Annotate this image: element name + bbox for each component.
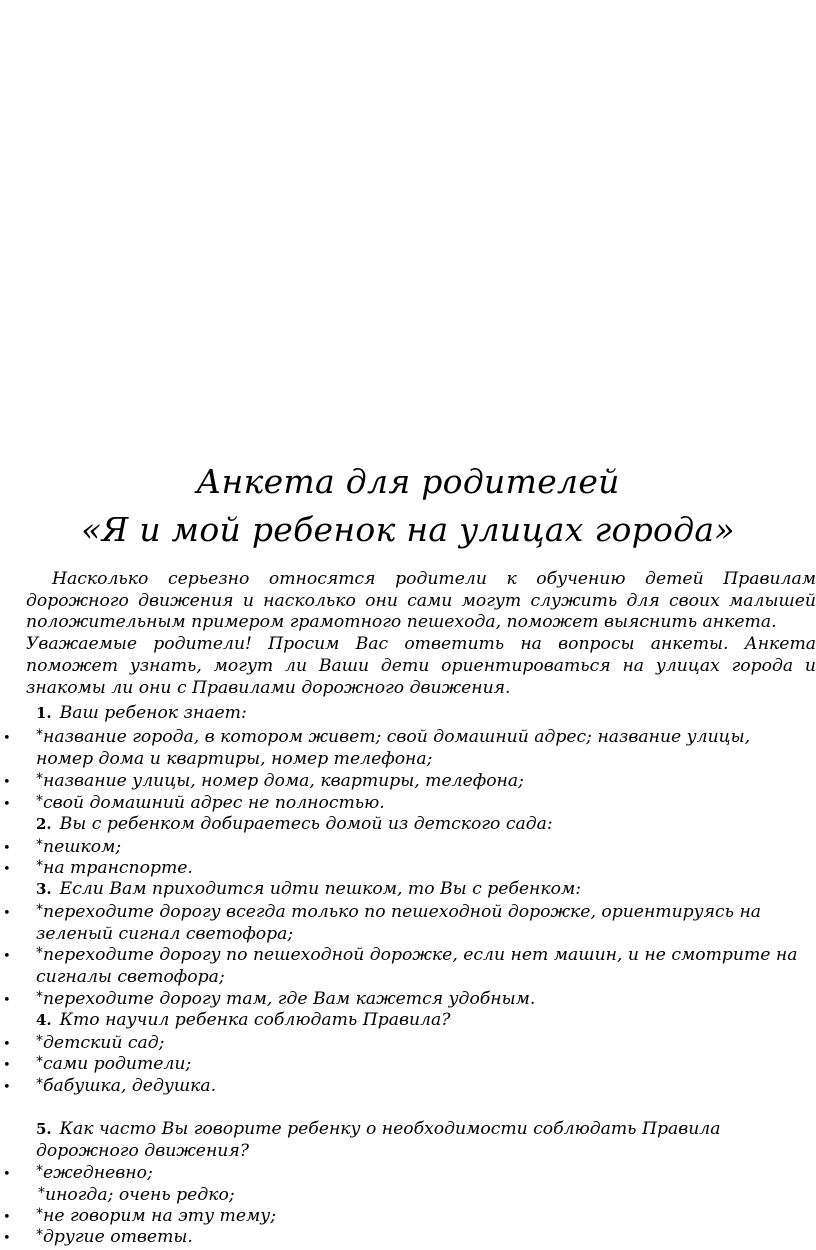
bullet-icon: •	[3, 1231, 11, 1246]
answer-text: на транспорте.	[43, 858, 193, 878]
answer-option	[36, 856, 806, 880]
bullet-icon: •	[3, 1080, 11, 1095]
question-4	[36, 1009, 450, 1031]
bullet-icon: •	[3, 1167, 11, 1182]
asterisk-icon: *	[38, 1185, 45, 1201]
bullet-icon: •	[3, 1058, 11, 1073]
asterisk-icon: *	[36, 1163, 43, 1179]
asterisk-icon: *	[36, 1227, 43, 1243]
answer-text: пешком;	[43, 837, 122, 857]
question-number: 2.	[36, 815, 52, 833]
question-text: Если Вам приходится идти пешком, то Вы с ребенком:	[59, 879, 582, 899]
asterisk-icon: *	[36, 1206, 43, 1222]
question-number: 4.	[36, 1011, 52, 1029]
answer-option	[36, 1225, 806, 1249]
question-1	[36, 702, 247, 724]
asterisk-icon: *	[36, 902, 43, 918]
bullet-icon: •	[3, 1210, 11, 1225]
answer-text: не говорим на эту тему;	[43, 1206, 276, 1226]
asterisk-icon: *	[36, 945, 43, 961]
bullet-icon: •	[3, 993, 11, 1008]
question-text: Вы с ребенком добираетесь домой из детского сада:	[59, 814, 553, 834]
answer-option	[36, 1161, 806, 1185]
bullet-icon: •	[3, 906, 11, 921]
answer-text: иногда; очень редко;	[45, 1185, 235, 1205]
answer-option	[36, 1052, 806, 1076]
question-text: Кто научил ребенка соблюдать Правила?	[59, 1010, 451, 1030]
title-line-2: «Я и мой ребенок на улицах города»	[81, 510, 735, 549]
asterisk-icon: *	[36, 1076, 43, 1092]
bullet-icon: •	[3, 797, 11, 812]
bullet-icon: •	[3, 775, 11, 790]
answer-option	[36, 987, 806, 1011]
asterisk-icon: *	[36, 989, 43, 1005]
question-3	[36, 878, 581, 900]
intro-text	[26, 569, 816, 699]
answer-text: переходите дорогу там, где Вам кажется удобным.	[43, 989, 536, 1009]
answer-text: детский сад;	[43, 1033, 165, 1053]
question-5	[36, 1118, 806, 1162]
question-text: Ваш ребенок знает:	[59, 703, 247, 723]
answer-text: сами родители;	[43, 1054, 192, 1074]
title-line-1: Анкета для родителей	[196, 462, 620, 501]
asterisk-icon: *	[36, 1033, 43, 1049]
bullet-icon: •	[3, 841, 11, 856]
answer-text: свой домашний адрес не полностью.	[43, 793, 385, 813]
answer-text: ежедневно;	[43, 1163, 153, 1183]
bullet-icon: •	[3, 731, 11, 746]
answer-text: переходите дорогу всегда только по пешеходной дорожке, ориентируясь на зеленый сигнал светофора;	[36, 902, 762, 944]
answer-option	[36, 725, 806, 770]
bullet-icon: •	[3, 1037, 11, 1052]
answer-text: название города, в котором живет; свой домашний адрес; название улицы, номер дома и квартиры, номер телефона;	[36, 727, 751, 769]
question-number: 3.	[36, 880, 52, 898]
question-text: Как часто Вы говорите ребенку о необходимости соблюдать Правила дорожного движения?	[36, 1119, 721, 1161]
answer-option	[36, 769, 806, 793]
answer-option	[36, 943, 806, 988]
answer-text: бабушка, дедушка.	[43, 1076, 217, 1096]
answer-text: переходите дорогу по пешеходной дорожке, если нет машин, и не смотрите на сигналы светофора;	[36, 945, 798, 987]
bullet-icon: •	[3, 862, 11, 877]
asterisk-icon: *	[36, 837, 43, 853]
asterisk-icon: *	[36, 771, 43, 787]
answer-option	[36, 791, 806, 815]
asterisk-icon: *	[36, 727, 43, 743]
asterisk-icon: *	[36, 1054, 43, 1070]
question-2	[36, 813, 553, 835]
answer-option	[36, 1074, 806, 1098]
answer-text: другие ответы.	[43, 1227, 193, 1247]
intro-paragraph: Уважаемые родители! Просим Вас ответить на вопросы анкеты. Анкета поможет узнать, могут ли Ваши дети ориентироваться на улицах города и знакомы ли они с Правилами дорожного движения.	[26, 634, 816, 698]
answer-text: название улицы, номер дома, квартиры, телефона;	[43, 771, 524, 791]
intro-paragraph: Насколько серьезно относятся родители к обучению детей Правилам дорожного движения и насколько они сами могут служить для своих малышей положительным примером грамотного пешехода, поможет выяснить анкета.	[26, 569, 816, 633]
bullet-icon: •	[3, 949, 11, 964]
answer-option	[36, 900, 806, 945]
asterisk-icon: *	[36, 793, 43, 809]
question-number: 1.	[36, 704, 52, 722]
asterisk-icon: *	[36, 858, 43, 874]
question-number: 5.	[36, 1120, 52, 1138]
